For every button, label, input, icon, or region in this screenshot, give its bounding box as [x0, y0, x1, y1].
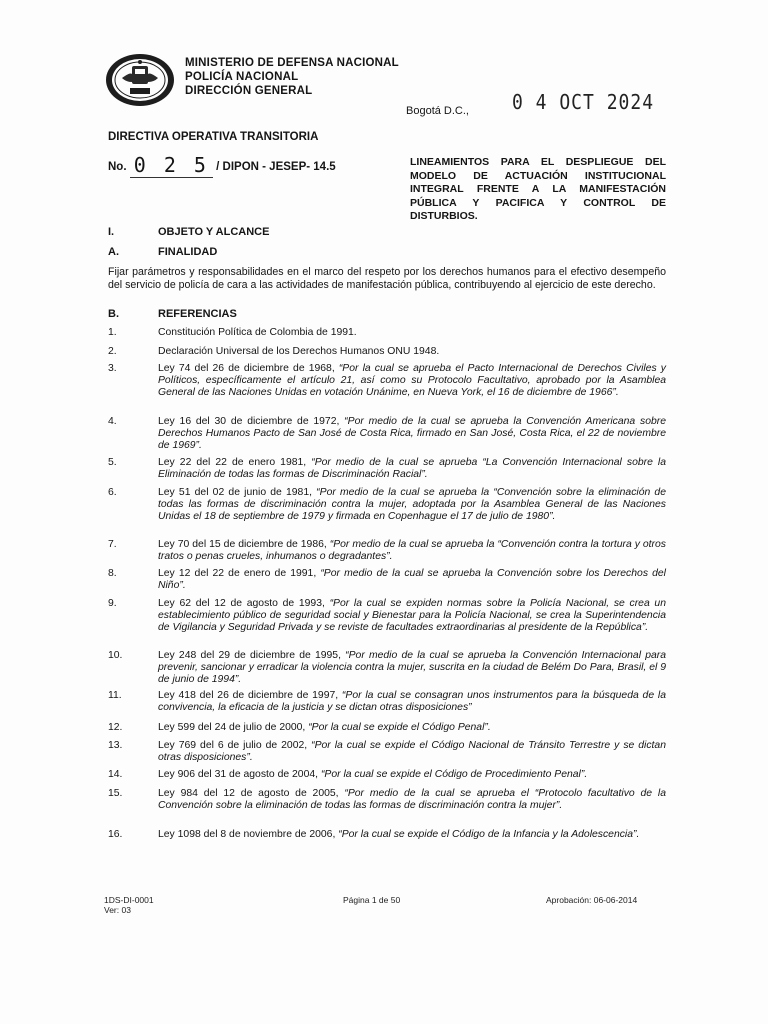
police-seal-logo	[104, 52, 176, 108]
reference-number: 16.	[108, 829, 123, 840]
section-b-heading	[108, 308, 237, 320]
footer-document-code	[104, 895, 154, 915]
police-name: POLICÍA NACIONAL	[185, 71, 299, 83]
footer-code: 1DS-DI-0001	[104, 895, 154, 905]
purpose-paragraph: Fijar parámetros y responsabilidades en el marco del respeto por los derechos humanos para el efectivo desempeño del servicio de policía de cara a las actividades de manifestación pública, contribuyendo al ejercicio de este derecho.	[108, 266, 666, 291]
footer-page-number: Página 1 de 50	[343, 895, 401, 905]
document-title: LINEAMIENTOS PARA EL DESPLIEGUE DEL MODELO DE ACTUACIÓN INSTITUCIONAL INTEGRAL FRENTE A LA MANIFESTACIÓN PÚBLICA Y PACIFICA Y CONTROL DE DISTURBIOS.	[410, 156, 666, 222]
direction-name: DIRECCIÓN GENERAL	[185, 85, 313, 97]
section-label: FINALIDAD	[158, 246, 218, 258]
reference-text: Ley 769 del 6 de julio de 2002, “Por la cual se expide el Código Nacional de Tránsito Terrestre y se dictan otras disposiciones”.	[158, 740, 666, 764]
reference-number: 8.	[108, 568, 117, 579]
reference-text: Ley 16 del 30 de diciembre de 1972, “Por medio de la cual se aprueba la Convención Americana sobre Derechos Humanos Pacto de San José de Costa Rica, firmado en San José, Costa Rica, el 22 de noviembre de 1969”.	[158, 416, 666, 452]
reference-number: 12.	[108, 722, 123, 733]
reference-text: Ley 906 del 31 de agosto de 2004, “Por la cual se expide el Código de Procedimiento Penal”.	[158, 769, 588, 780]
section-label: REFERENCIAS	[158, 308, 237, 320]
section-numeral: A.	[108, 246, 119, 258]
reference-text: Ley 418 del 26 de diciembre de 1997, “Por la cual se consagran unos instrumentos para la búsqueda de la convivencia, la eficacia de la justicia y se dictan otras disposiciones”	[158, 690, 666, 714]
directive-type: DIRECTIVA OPERATIVA TRANSITORIA	[108, 131, 319, 143]
section-i-heading	[108, 226, 270, 238]
reference-number: 5.	[108, 457, 117, 468]
reference-number: 9.	[108, 598, 117, 609]
reference-text: Ley 74 del 26 de diciembre de 1968, “Por la cual se aprueba el Pacto Internacional de Derechos Civiles y Políticos, específicamente el artículo 21, así como su Protocolo Facultativo, aprobado por la Asamblea General de las Naciones Unidas en votación Unánime, en Nueva York, el 16 de diciembre de 1966”.	[158, 363, 666, 399]
reference-number: 13.	[108, 740, 123, 751]
directive-number-line	[108, 151, 336, 175]
reference-number: 1.	[108, 327, 117, 338]
reference-text: Ley 62 del 12 de agosto de 1993, “Por la cual se expiden normas sobre la Policía Nacional, se crea un establecimiento público de seguridad social y Bienestar para la Policía Nacional, se crea la Superintendencia de Vigilancia y Seguridad Privada y se reviste de facultades extraordinarias al presidente de la República”.	[158, 598, 666, 634]
footer-version: Ver: 03	[104, 905, 131, 915]
place-label: Bogotá D.C.,	[406, 105, 469, 117]
directive-code: / DIPON - JESEP- 14.5	[216, 161, 336, 173]
reference-text: Ley 22 del 22 de enero 1981, “Por medio de la cual se aprueba “La Convención Internacional sobre la Eliminación de todas las formas de Discriminación Racial”.	[158, 457, 667, 481]
section-label: OBJETO Y ALCANCE	[158, 226, 270, 238]
ministry-name: MINISTERIO DE DEFENSA NACIONAL	[185, 57, 399, 69]
reference-number: 10.	[108, 650, 123, 661]
reference-number: 14.	[108, 769, 123, 780]
section-numeral: I.	[108, 226, 115, 238]
reference-text: Ley 984 del 12 de agosto de 2005, “Por medio de la cual se aprueba el “Protocolo facultativo de la Convención sobre la eliminación de todas las formas de discriminación contra la mujer”.	[158, 788, 666, 812]
reference-text: Declaración Universal de los Derechos Humanos ONU 1948.	[158, 346, 440, 357]
reference-number: 6.	[108, 487, 117, 498]
reference-number: 15.	[108, 788, 123, 799]
reference-number: 11.	[108, 690, 122, 701]
reference-text: Ley 12 del 22 de enero de 1991, “Por medio de la cual se aprueba la Convención sobre los Derechos del Niño”.	[158, 568, 666, 592]
directive-number: 0 2 5	[130, 153, 213, 178]
reference-text: Ley 1098 del 8 de noviembre de 2006, “Por la cual se expide el Código de la Infancia y la Adolescencia”.	[158, 829, 640, 840]
section-a-heading	[108, 246, 218, 258]
footer-approval-date: Aprobación: 06-06-2014	[546, 895, 638, 905]
reference-text: Constitución Política de Colombia de 1991.	[158, 327, 357, 338]
date-stamp: 0 4 OCT 2024	[512, 90, 655, 115]
reference-number: 4.	[108, 416, 117, 427]
institution-header	[185, 56, 399, 98]
directive-no-label: No.	[108, 161, 127, 173]
reference-text: Ley 51 del 02 de junio de 1981, “Por medio de la cual se aprueba la “Convención sobre la eliminación de todas las formas de discriminación contra la mujer, adoptada por la Asamblea General de las Naciones Unidas el 18 de septiembre de 1979 y firmada en Copenhague el 17 de julio de 1980”.	[158, 487, 666, 523]
section-numeral: B.	[108, 308, 119, 320]
reference-number: 2.	[108, 346, 117, 357]
reference-text: Ley 248 del 29 de diciembre de 1995, “Por medio de la cual se aprueba la Convención Internacional para prevenir, sancionar y erradicar la violencia contra la mujer, suscrita en la ciudad de Belém Do Para, Brasil, el 9 de junio de 1994”.	[158, 650, 666, 686]
reference-number: 7.	[108, 539, 117, 550]
reference-text: Ley 599 del 24 de julio de 2000, “Por la cual se expide el Código Penal”.	[158, 722, 491, 733]
reference-text: Ley 70 del 15 de diciembre de 1986, “Por medio de la cual se aprueba la “Convención contra la tortura y otros tratos o penas crueles, inhumanos o degradantes”.	[158, 539, 666, 563]
reference-number: 3.	[108, 363, 117, 374]
